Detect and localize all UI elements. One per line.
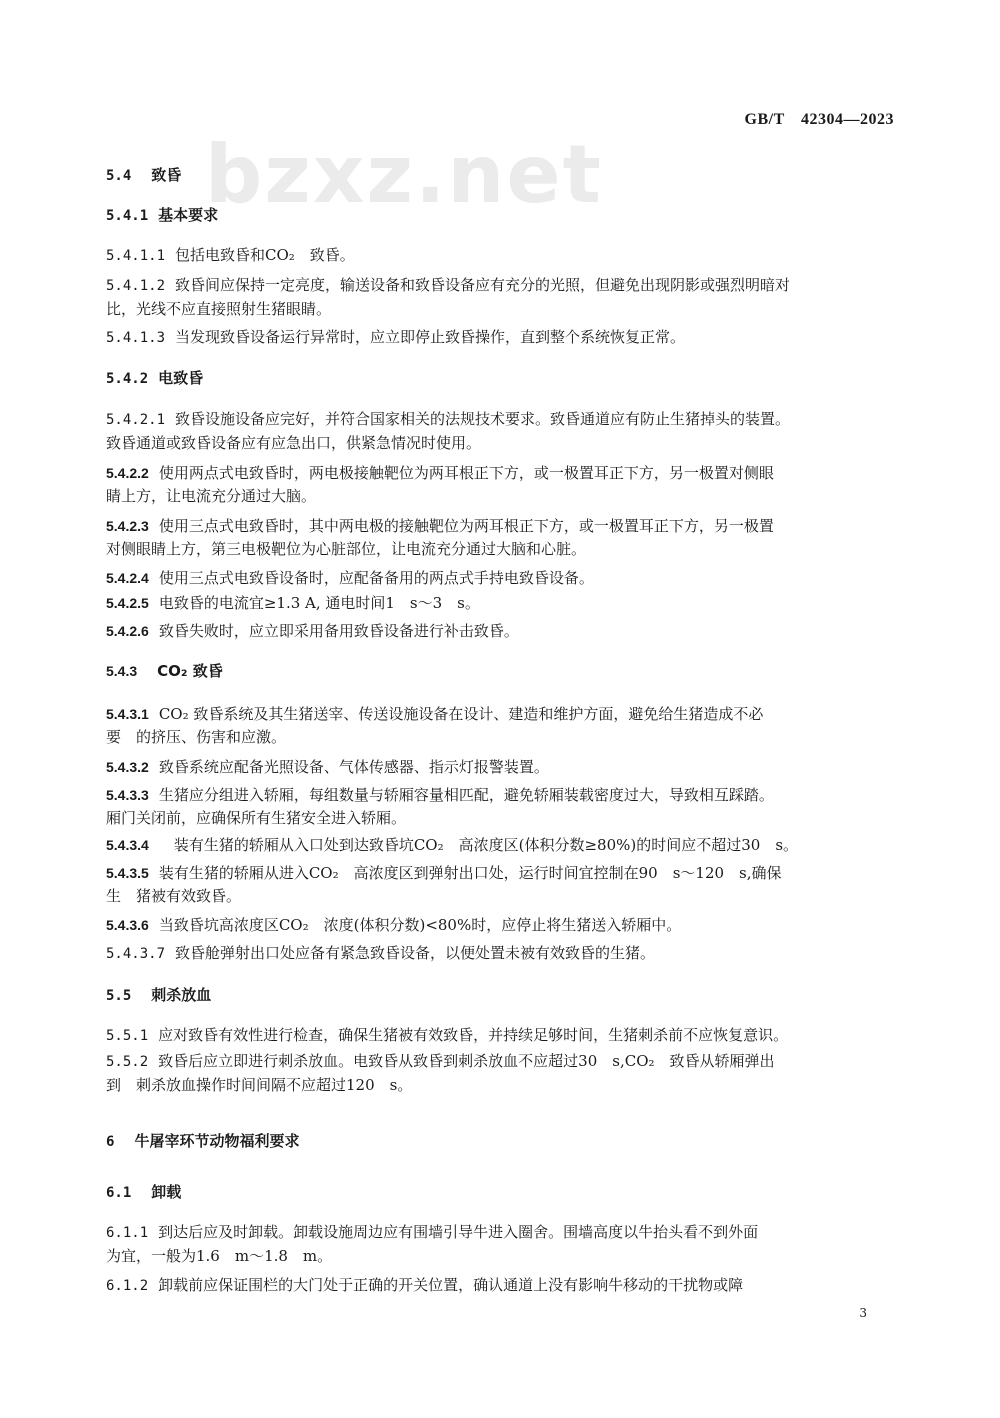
clause: 5.4.3.4 装有生猪的轿厢从入口处到达致昏坑CO₂ 高浓度区(体积分数≥80%)的时间应不超过30 s。 (106, 836, 799, 854)
clause: 5.4.3.6 当致昏坑高浓度区CO₂ 浓度(体积分数)<80%时，应停止将生猪送入轿厢中。 (106, 916, 682, 934)
clause: 6.1.2 卸载前应保证围栏的大门处于正确的开关位置，确认通道上没有影响牛移动的干扰物或障 (106, 1276, 744, 1294)
clause: 5.4.2.4 使用三点式电致昏设备时，应配备备用的两点式手持电致昏设备。 (106, 569, 594, 587)
clause: 6.1.1 到达后应及时卸载。卸载设施周边应有围墙引导牛进入圈舍。围墙高度以牛抬头看不到外面 为宜，一般为1.6 m～1.8 m。 (106, 1223, 759, 1265)
clause: 5.4.1.2 致昏间应保持一定亮度，输送设备和致昏设备应有充分的光照，但避免出现阴影或强烈明暗对 比，光线不应直接照射生猪眼睛。 (106, 276, 791, 318)
page-number: 3 (859, 1306, 867, 1320)
clause: 5.4.3.5 装有生猪的轿厢从进入CO₂ 高浓度区到弹射出口处，运行时间宜控制在90 s～120 s,确保 生 猪被有效致昏。 (106, 864, 782, 905)
section-heading: 5.5 刺杀放血 (106, 986, 212, 1004)
section-heading: 5.4 致昏 (106, 166, 182, 184)
clause: 5.4.1.1 包括电致昏和CO₂ 致昏。 (106, 246, 355, 264)
clause: 5.5.1 应对致昏有效性进行检查，确保生猪被有效致昏，并持续足够时间，生猪刺杀前不应恢复意识。 (106, 1026, 789, 1044)
standard-code: GB/T 42304—2023 (744, 111, 894, 128)
clause: 5.4.2.1 致昏设施设备应完好，并符合国家相关的法规技术要求。致昏通道应有防止生猪掉头的装置。 致昏通道或致昏设备应有应急出口，供紧急情况时使用。 (106, 410, 791, 452)
clause: 5.4.2.2 使用两点式电致昏时，两电极接触靶位为两耳根正下方，或一极置耳正下方，另一极置对侧眼 睛上方，让电流充分通过大脑。 (106, 464, 774, 505)
clause: 5.4.2.3 使用三点式电致昏时，其中两电极的接触靶位为两耳根正下方，或一极置耳正下方，另一极置 对侧眼睛上方，第三电极靶位为心脏部位，让电流充分通过大脑和心脏。 (106, 517, 774, 558)
clause: 5.4.3.3 生猪应分组进入轿厢，每组数量与轿厢容量相匹配，避免轿厢装载密度过大，导致相互踩踏。 厢门关闭前，应确保所有生猪安全进入轿厢。 (106, 786, 774, 827)
clause: 5.4.2.6 致昏失败时，应立即采用备用致昏设备进行补击致昏。 (106, 622, 519, 640)
chapter-heading: 6 牛屠宰环节动物福利要求 (106, 1132, 300, 1150)
clause: 5.4.3.2 致昏系统应配备光照设备、气体传感器、指示灯报警装置。 (106, 758, 549, 776)
section-heading: 5.4.3 CO₂ 致昏 (106, 662, 223, 680)
clause: 5.4.3.7 致昏舱弹射出口处应备有紧急致昏设备，以便处置未被有效致昏的生猪。 (106, 944, 656, 962)
clause: 5.4.2.5 电致昏的电流宜≥1.3 A, 通电时间1 s～3 s。 (106, 594, 480, 612)
clause: 5.5.2 致昏后应立即进行刺杀放血。电致昏从致昏到刺杀放血不应超过30 s,CO₂ 致昏从轿厢弹出 到 刺杀放血操作时间间隔不应超过120 s。 (106, 1052, 775, 1094)
watermark: bzxz.net (205, 128, 603, 221)
section-heading: 5.4.1 基本要求 (106, 206, 219, 224)
section-heading: 6.1 卸载 (106, 1183, 182, 1201)
clause: 5.4.3.1 CO₂ 致昏系统及其生猪送宰、传送设施设备在设计、建造和维护方面，避免给生猪造成不必 要 的挤压、伤害和应激。 (106, 705, 764, 746)
section-heading: 5.4.2 电致昏 (106, 369, 204, 387)
clause: 5.4.1.3 当发现致昏设备运行异常时，应立即停止致昏操作，直到整个系统恢复正常。 (106, 328, 686, 346)
